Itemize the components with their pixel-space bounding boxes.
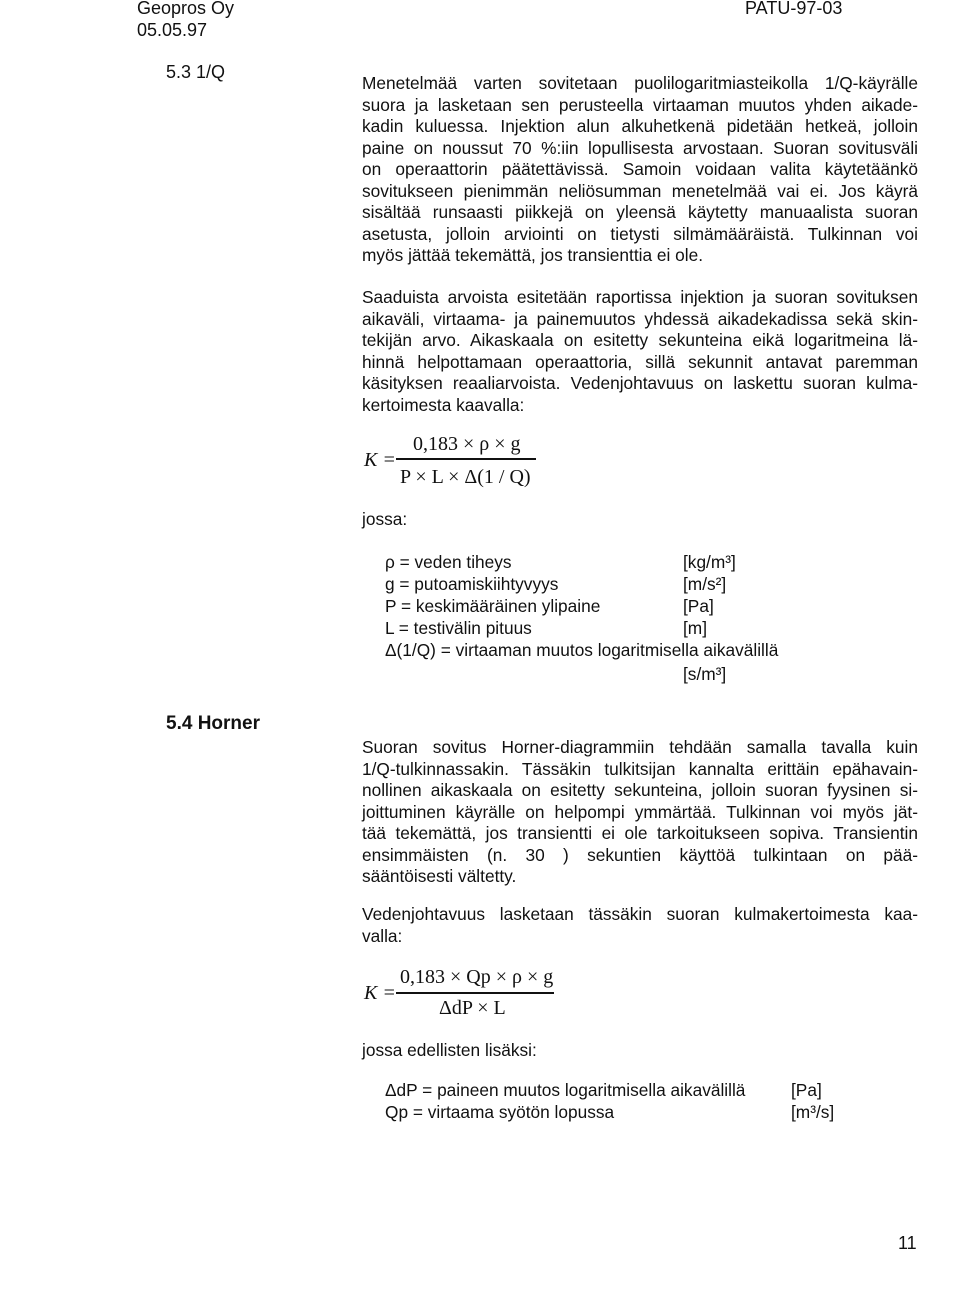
unit-rho: [kg/m³] [683, 552, 736, 572]
text-line: ensimmäisten (n. 30 ) sekuntien käyttöä tulkintaan on pää- [362, 844, 918, 865]
formula-denominator: P × L × Δ(1 / Q) [400, 466, 531, 488]
page-number: 11 [898, 1233, 917, 1253]
formula-numerator: 0,183 × ρ × g [413, 433, 521, 455]
text-line: kadin kuluessa. Injektion alun alkuhetkenä pidetään hetkeä, jolloin [362, 116, 918, 136]
formula-lhs: K = [364, 982, 396, 1004]
section-5-3-paragraph-1 [362, 73, 918, 267]
text-line: joittuminen käyrälle on helpompi ymmärtää. Tulkinnan voi myös jät- [362, 801, 918, 822]
jossa-label: jossa: [362, 509, 408, 529]
text-line: sovitukseen pienimmän neliösumman menetelmää vai ei. Jos käyrä [362, 180, 918, 201]
unit-delta-1-q: [s/m³] [683, 664, 727, 684]
text-line: Vedenjohtavuus lasketaan tässäkin suoran kulmakertoimesta kaa- [362, 904, 918, 924]
text-line: aikaväli, virtaama- ja painemuutos yhdessä aikadekadissa sekä skin- [362, 308, 918, 329]
company-name: Geopros Oy [137, 0, 235, 18]
text-line: nollinen aikaskaala on esitetty sekunteina, jolloin suoran fyysinen si- [362, 780, 918, 800]
text-line: valla: [362, 925, 403, 946]
formula-lhs: K = [364, 449, 396, 471]
text-line: Saaduista arvoista esitetään raportissa injektion ja suoran sovituksen [362, 287, 918, 307]
unit-g: [m/s²] [683, 574, 727, 594]
section-5-4-paragraph-2 [362, 904, 918, 947]
jossa-edellisten-label: jossa edellisten lisäksi: [362, 1040, 537, 1060]
text-line: Menetelmää varten sovitetaan puolilogaritmiasteikolla 1/Q-käyrälle [362, 73, 918, 93]
unit-p: [Pa] [683, 596, 714, 616]
text-line: paine on noussut 70 %:iin lopullisesta arvostaan. Suoran sovitusväli [362, 137, 918, 158]
text-line: käsityksen reaaliarvoista. Vedenjohtavuus on laskettu suoran kulma- [362, 373, 918, 393]
unit-l: [m] [683, 618, 707, 638]
definition-p: P = keskimääräinen ylipaine [385, 596, 601, 616]
text-line: 1/Q-tulkinnassakin. Tässäkin tulkitsijan kannalta erittäin epähavain- [362, 758, 918, 779]
definition-ddp: ΔdP = paineen muutos logaritmisella aikavälillä [385, 1080, 746, 1100]
text-line: suora ja lasketaan sen perusteella virtaaman muutos yhden aikade- [362, 94, 918, 115]
definition-qp: Qp = virtaama syötön lopussa [385, 1102, 615, 1122]
text-line: tekijän arvo. Aikaskaala on esitetty sekunteina eikä logaritmeina lä- [362, 330, 918, 350]
text-line: sääntöisesti vältetty. [362, 866, 517, 886]
definition-delta-1-q: Δ(1/Q) = virtaaman muutos logaritmisella aikavälillä [385, 640, 779, 660]
definition-rho: ρ = veden tiheys [385, 552, 512, 572]
text-line: tää tekemättä, jos transientti ei ole tarkoitukseen sopiva. Transientin [362, 823, 918, 843]
section-heading-5-3: 5.3 1/Q [166, 62, 226, 82]
fraction-bar [396, 992, 554, 994]
text-line: Suoran sovitus Horner-diagrammiin tehdään samalla tavalla kuin [362, 737, 918, 757]
definition-g: g = putoamiskiihtyvyys [385, 574, 559, 594]
formula-numerator: 0,183 × Qp × ρ × g [400, 966, 554, 988]
text-line: hinnä helpottamaan operaattoria, sillä sekunnit antavat paremman [362, 351, 918, 372]
fraction-bar [396, 458, 536, 460]
text-line: on operaattorin päätettävissä. Samoin voidaan valita käytetäänkö [362, 159, 918, 179]
section-5-3-paragraph-2 [362, 287, 918, 416]
section-heading-5-4: 5.4 Horner [166, 713, 260, 734]
document-date: 05.05.97 [137, 20, 208, 40]
definition-l: L = testivälin pituus [385, 618, 532, 638]
text-line: kertoimesta kaavalla: [362, 394, 525, 415]
text-line: sisältää runsaasti piikkejä on yleensä käytetty manuaalista suoran [362, 202, 918, 222]
unit-qp: [m³/s] [791, 1102, 835, 1122]
text-line: myös jättää tekemättä, jos transienttia ei ole. [362, 245, 703, 265]
formula-denominator: ΔdP × L [439, 997, 506, 1019]
unit-ddp: [Pa] [791, 1080, 822, 1100]
section-5-4-paragraph-1 [362, 737, 918, 888]
text-line: asetusta, jolloin arviointi on tietysti silmämääräistä. Tulkinnan voi [362, 223, 918, 244]
document-id: PATU-97-03 [745, 0, 843, 18]
